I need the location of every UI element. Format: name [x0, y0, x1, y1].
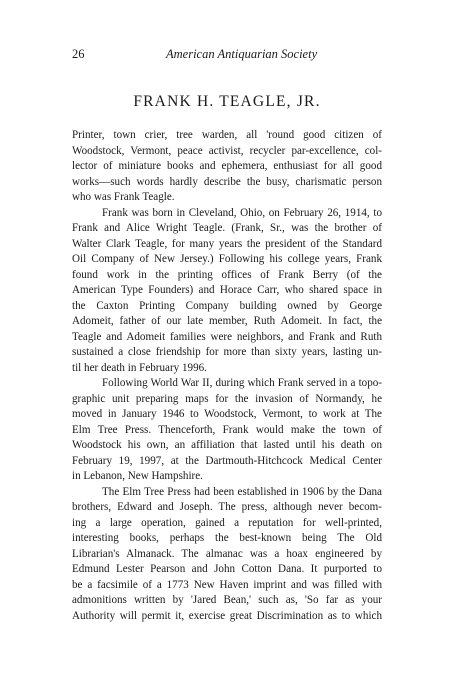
- text-line: moved in January 1946 to Woodstock, Vermont, to work at The: [72, 408, 382, 420]
- text-line: Edmund Lester Pearson and John Cotton Dana. It purported to: [72, 563, 382, 575]
- page-number: 26: [72, 47, 85, 61]
- paragraph: [72, 206, 382, 377]
- text-line: Adomeit, father of our late member, Ruth Adomeit. In fact, the: [72, 315, 382, 327]
- text-line: Frank was born in Cleveland, Ohio, on February 26, 1914, to: [102, 206, 382, 219]
- text-line: Oil Company of New Jersey.) Following his college years, Frank: [72, 253, 382, 265]
- text-line: be a facsimile of a 1773 New Haven imprint and was filled with: [72, 578, 382, 591]
- paragraph: [72, 485, 382, 625]
- text-line: American Type Founders) and Horace Carr, who shared space in: [72, 284, 382, 296]
- text-line: Printer, town crier, tree warden, all 'round good citizen of: [72, 129, 382, 141]
- text-line: Walter Clark Teagle, for many years the president of the Standard: [72, 237, 382, 250]
- paragraph: [72, 128, 382, 206]
- text-line: admonitions written by 'Jared Bean,' such as, 'So far as your: [72, 594, 382, 606]
- text-line: in Lebanon, New Hampshire.: [72, 470, 203, 482]
- journal-title: American Antiquarian Society: [166, 47, 318, 61]
- text-line: til her death in February 1996.: [72, 361, 207, 374]
- text-line: lector of miniature books and ephemera, enthusiast for all good: [72, 160, 382, 172]
- text-line: Woodstock, Vermont, peace activist, recycler par-excellence, col-: [72, 144, 382, 157]
- text-line: Teagle and Adomeit families were neighbors, and Frank and Ruth: [72, 330, 382, 343]
- text-line: brothers, Edward and Joseph. The press, although never becom-: [72, 501, 382, 513]
- text-line: who was Frank Teagle.: [72, 191, 175, 203]
- paragraph: [72, 376, 382, 485]
- text-line: works—such words hardly describe the busy, charismatic person: [72, 175, 382, 188]
- text-line: interesting books, perhaps the best-known being The Old: [72, 532, 382, 544]
- text-line: Frank and Alice Wright Teagle. (Frank, Sr., was the brother of: [72, 222, 382, 234]
- running-head: [72, 47, 382, 65]
- text-line: Elm Tree Press. Thenceforth, Frank would make the town of: [72, 423, 382, 436]
- text-line: February 19, 1997, at the Dartmouth-Hitchcock Medical Center: [72, 454, 382, 467]
- article-body: [72, 128, 382, 624]
- article-title: FRANK H. TEAGLE, JR.: [133, 93, 321, 110]
- text-line: sustained a close friendship for more than sixty years, lasting un-: [72, 346, 382, 358]
- text-line: Librarian's Almanack. The almanac was a hoax engineered by: [72, 547, 382, 560]
- text-line: Following World War II, during which Frank served in a topo-: [102, 377, 382, 389]
- text-line: Authority will permit it, exercise great Discrimination as to which: [72, 609, 382, 622]
- text-line: found work in the printing offices of Frank Berry (of the: [72, 268, 382, 281]
- text-line: Woodstock his own, an affiliation that lasted until his death on: [72, 439, 382, 451]
- text-line: The Elm Tree Press had been established in 1906 by the Dana: [102, 485, 382, 498]
- text-line: graphic unit preparing maps for the invasion of Normandy, he: [72, 392, 382, 405]
- text-line: the Caxton Printing Company building owned by George: [72, 299, 382, 312]
- text-line: ing a large operation, gained a reputation for well-printed,: [72, 516, 382, 529]
